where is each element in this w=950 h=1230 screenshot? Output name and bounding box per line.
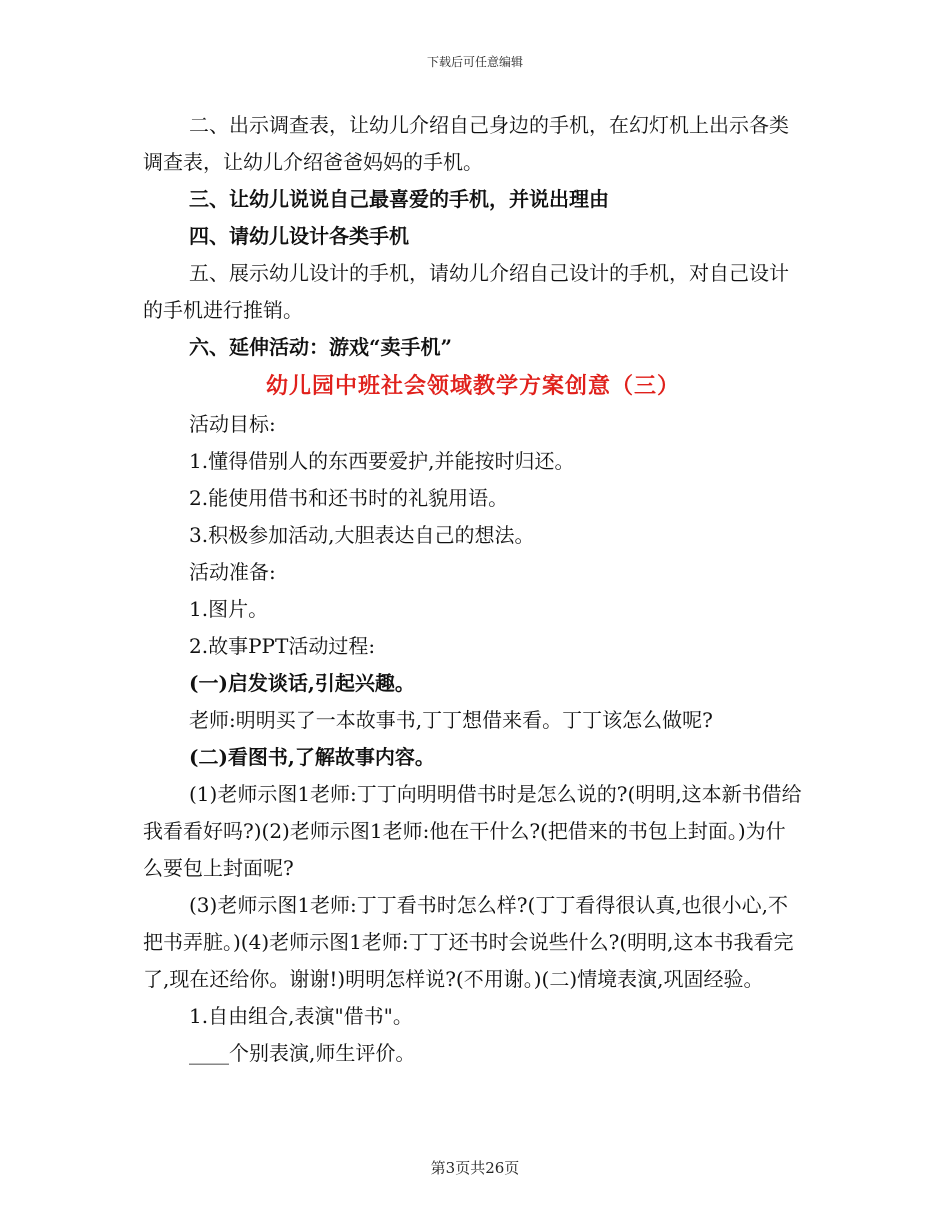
- page-footer: 第3页共26页: [430, 1159, 520, 1177]
- paragraph: 五、展示幼儿设计的手机，请幼儿介绍自己设计的手机，对自己设计的手机进行推销。: [143, 261, 789, 322]
- paragraph: 1.图片。: [189, 597, 269, 621]
- paragraph: 老师:明明买了一本故事书,丁丁想借来看。丁丁该怎么做呢?: [189, 708, 713, 732]
- paragraph: 1.懂得借别人的东西要爱护,并能按时归还。: [189, 449, 575, 473]
- paragraph: ____个别表演,师生评价。: [189, 1041, 416, 1065]
- paragraph: (一)启发谈话,引起兴趣。: [189, 671, 415, 695]
- paragraph: 六、延伸活动：游戏“卖手机”: [189, 335, 453, 359]
- paragraph: 2.故事PPT活动过程:: [189, 634, 376, 658]
- page-header: 下载后可任意编辑: [426, 55, 523, 69]
- paragraph: 二、出示调查表，让幼儿介绍自己身边的手机，在幻灯机上出示各类调查表，让幼儿介绍爸爸妈妈的手机。: [143, 113, 789, 174]
- paragraph: (1)老师示图1老师:丁丁向明明借书时是怎么说的?(明明,这本新书借给我看看好吗?)(2)老师示图1老师:他在干什么?(把借来的书包上封面。)为什么要包上封面呢?: [143, 782, 802, 880]
- paragraph: 3.积极参加活动,大胆表达自己的想法。: [189, 523, 535, 547]
- paragraph: 2.能使用借书和还书时的礼貌用语。: [189, 486, 509, 510]
- paragraph: 三、让幼儿说说自己最喜爱的手机，并说出理由: [189, 187, 609, 211]
- paragraph: 四、请幼儿设计各类手机: [189, 224, 409, 248]
- paragraph: (二)看图书,了解故事内容。: [189, 745, 435, 769]
- paragraph: 活动目标:: [189, 412, 276, 436]
- paragraph: 活动准备:: [189, 560, 276, 584]
- section-title: 幼儿园中班社会领域教学方案创意（三）: [265, 373, 680, 399]
- paragraph: (3)老师示图1老师:丁丁看书时怎么样?(丁丁看得很认真,也很小心,不把书弄脏。)(4)老师示图1老师:丁丁还书时会说些什么?(明明,这本书我看完了,现在还给你。谢谢!)明明怎样说?(不用谢。)(二)情境表演,巩固经验。: [143, 893, 794, 991]
- paragraph: 1.自由组合,表演"借书"。: [189, 1004, 413, 1028]
- document-body: [143, 107, 803, 1072]
